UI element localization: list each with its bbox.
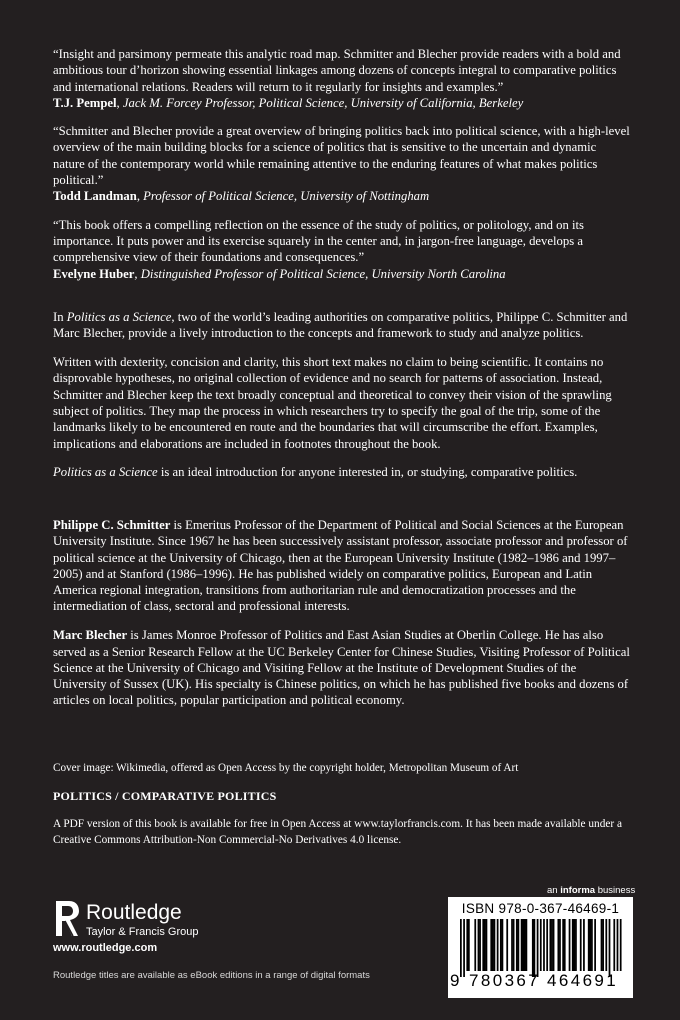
barcode-bar <box>524 919 526 971</box>
barcode-bar <box>511 919 513 971</box>
barcode-bar <box>532 919 534 977</box>
description-paragraph <box>53 464 631 480</box>
barcode-bar <box>506 919 508 971</box>
barcode-bar <box>490 919 492 971</box>
quote-author-title: Professor of Political Science, University of Nottingham <box>143 189 430 204</box>
quote-text: “Schmitter and Blecher provide a great overview of bringing politics back into political science, with a high-level overview of the main building blocks for a science of politics that is sensitive to the uncertain and dynamic nature of the contemporary world while remaining attentive to the enduring features of what makes politics political.” <box>53 124 630 188</box>
barcode-bar <box>521 919 523 971</box>
description-paragraph: Written with dexterity, concision and clarity, this short text makes no claim to being scientific. It contains no disprovable hypotheses, no original collection of evidence and no search for patterns of association. Instead, Schmitter and Blecher keep the text broadly conceptual and theoretical to convey their vision of the sprawling subject of politics. They map the process in which researchers try to specify the goal of the trip, some of the landmarks likely to be encountered en route and the boundaries that will circumscribe the effort. Examples, implications and elaborations are included in footnotes throughout the book. <box>53 355 612 451</box>
barcode-bar <box>492 919 494 971</box>
barcode-bar <box>468 919 470 971</box>
barcode-bar <box>513 919 515 971</box>
barcode-bar <box>516 919 518 971</box>
barcode-bar <box>613 919 615 971</box>
barcode-bar <box>601 919 603 971</box>
description-paragraph <box>53 309 631 342</box>
barcode-bar <box>569 919 571 971</box>
barcode-bar <box>486 919 488 971</box>
barcode-bar <box>605 919 607 971</box>
description-text: , two of the world’s leading authorities on comparative politics, Philippe C. Schmitter and Marc Blecher, provide a lively introduction to the concepts and framework to study and analyze politics. <box>53 310 628 341</box>
barcode-bar <box>534 919 536 977</box>
barcode-bar <box>591 919 593 971</box>
barcode-bar <box>572 919 574 971</box>
quote-author-title: Jack M. Forcey Professor, Political Science, University of California, Berkeley <box>122 95 524 110</box>
barcode-bar <box>557 919 559 971</box>
barcode-bar <box>540 919 542 971</box>
ebook-note: Routledge titles are available as eBook editions in a range of digital formats <box>53 970 370 981</box>
cover-credit: Cover image: Wikimedia, offered as Open Access by the copyright holder, Metropolitan Museum of Art <box>53 762 519 774</box>
publisher-name: Routledge <box>86 901 182 924</box>
barcode-bar <box>484 919 486 971</box>
author-name: Marc Blecher <box>53 628 128 643</box>
barcode-bar <box>466 919 468 971</box>
endorsement-quote: “Schmitter and Blecher provide a great overview of bringing politics back into political science, with a high-level overview of the main building blocks for a science of politics that is sensitive to the uncertain and dynamic nature of the contemporary world while remaining attentive to the enduring features of what makes politics political.” Todd Landman, Professor of Political Science, University of Nottingham <box>53 124 630 204</box>
barcode-bar <box>594 919 596 971</box>
barcode-bar <box>588 919 590 971</box>
book-title: Politics as a Science <box>53 465 158 480</box>
barcode-bar <box>543 919 545 971</box>
barcode-bar <box>617 919 619 971</box>
barcode-bar <box>526 919 528 971</box>
endorsement-quote: “Insight and parsimony permeate this analytic road map. Schmitter and Blecher provide readers with a bold and ambitious tour d’horizon showing essential linkages among dozens of concepts integral to comparative politics and international relations. Readers will return to it regularly for insights and examples.” T.J. Pempel, Jack M. Forcey Professor, Political Science, University of California, Berkeley <box>53 47 621 110</box>
barcode-bar <box>479 919 481 971</box>
barcode-bar <box>460 919 462 977</box>
bio-text: is James Monroe Professor of Politics and East Asian Studies at Oberlin College. He has also served as a Senior Research Fellow at the UC Berkeley Center for Chinese Studies, Visiting Professor of Political Science at the University of Chicago and Visiting Fellow at the Institute of Development Studies of the University of Sussex (UK). His specialty is Chinese politics, on which he has published five books and dozens of articles on local politics, popular participation and political economy. <box>53 628 630 708</box>
description-text: In <box>53 310 67 324</box>
barcode-bar <box>609 919 611 977</box>
barcode-bar <box>478 919 480 971</box>
quote-author-title: Distinguished Professor of Political Science, University North Carolina <box>140 266 506 281</box>
barcode-bar <box>474 919 476 971</box>
quote-author: T.J. Pempel <box>53 95 117 110</box>
barcode-bar <box>551 919 553 971</box>
barcode-right-digits: 464691 <box>547 971 619 990</box>
barcode-bar <box>583 919 585 971</box>
author-bios <box>53 517 631 721</box>
book-description <box>53 309 631 493</box>
quote-text: “This book offers a compelling reflection on the essence of the study of politics, or politology, and on its importance. It puts power and its exercise squarely in the center and, in jargon-free language, develops a comprehensive view of their foundations and consequences.” <box>53 217 584 265</box>
barcode-bar <box>537 919 539 977</box>
barcode-bar <box>620 919 622 971</box>
barcode-bar <box>559 919 561 971</box>
publisher-website: www.routledge.com <box>53 942 158 954</box>
barcode-bar <box>502 919 504 971</box>
informa-brand: informa <box>560 885 596 896</box>
barcode-bar <box>562 919 564 971</box>
quote-author: Todd Landman <box>53 189 137 204</box>
barcode-bar <box>553 919 555 971</box>
barcode-bar <box>573 919 575 971</box>
description-text: is an ideal introduction for anyone interested in, or studying, comparative politics. <box>157 465 578 480</box>
endorsement-quote: “This book offers a compelling reflection on the essence of the study of politics, or politology, and on its importance. It puts power and its exercise squarely in the center and, in jargon-free language, develops a comprehensive view of their foundations and consequences.” Evelyne Huber, Distinguished Professor of Political Science, University North Carolina <box>53 217 584 281</box>
isbn-label: ISBN 978-0-367-46469-1 <box>461 901 620 916</box>
author-bio <box>53 627 631 708</box>
barcode-first-digit: 9 <box>450 971 460 990</box>
barcode-bar <box>546 919 548 971</box>
barcode-bar <box>494 919 496 971</box>
barcode-bar <box>482 919 484 971</box>
barcode-bar <box>589 919 591 971</box>
quote-text: “Insight and parsimony permeate this analytic road map. Schmitter and Blecher provide readers with a bold and ambitious tour d’horizon showing essential linkages among dozens of concepts integral to comparative politics and international relations. Readers will return to it regularly for insights and examples.” <box>53 47 621 94</box>
barcode-bars <box>460 919 623 977</box>
routledge-r-logo-icon <box>53 898 81 938</box>
barcode-bar <box>580 919 582 971</box>
informa-tagline <box>547 885 635 896</box>
barcode-bar <box>522 919 524 971</box>
barcode-bar <box>602 919 604 971</box>
barcode-bar <box>497 919 499 971</box>
publisher-subtitle: Taylor & Francis Group <box>86 926 199 938</box>
barcode-bar <box>549 919 551 971</box>
barcode-bar <box>518 919 520 971</box>
barcode-bar <box>564 919 566 971</box>
barcode-bar <box>463 919 465 977</box>
bio-text: is Emeritus Professor of the Department of Political and Social Sciences at the European University Institute. Since 1967 he has been successively assistant professor, associate professor and professor of political science at the University of Chicago, then at the European University Institute (1982–1986 and 1997–2005) and at Stanford (1986–1996). He has published widely on comparative politics, European and Latin America regional integration, transitions from authoritarian rule and democratization processes and the intermediation of class, sectoral and professional interests. <box>53 518 628 614</box>
isbn-barcode <box>448 897 633 998</box>
author-bio <box>53 517 631 615</box>
endorsements <box>53 46 631 294</box>
tagline-suffix: business <box>595 885 636 896</box>
barcode-left-digits: 780367 <box>469 971 541 990</box>
barcode-bar <box>575 919 577 971</box>
author-name: Philippe C. Schmitter <box>53 518 171 532</box>
tagline-prefix: an <box>547 885 561 896</box>
barcode-bar <box>500 919 502 971</box>
subject-category: POLITICS / COMPARATIVE POLITICS <box>53 789 277 803</box>
quote-author: Evelyne Huber <box>53 266 135 281</box>
book-title: Politics as a Science <box>66 310 172 324</box>
open-access-note: A PDF version of this book is available for free in Open Access at www.taylorfrancis.com. It has been made available under a Creative Commons Attribution-Non Commercial-No Derivatives 4.0 license. <box>53 818 622 846</box>
